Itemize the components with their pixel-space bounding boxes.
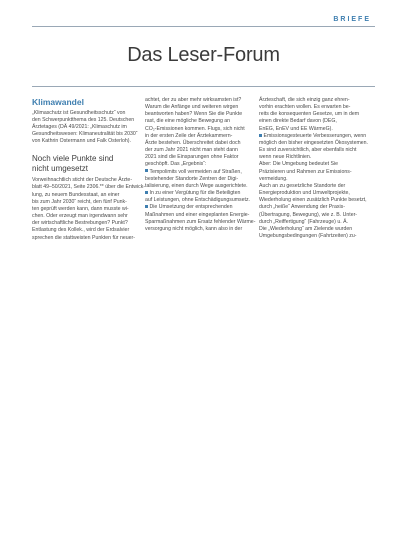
text-line: Ärzteschaft, die sich einzig ganz ehren- bbox=[259, 97, 350, 103]
text-line: 2021 sind die Einsparungen ohne Faktor bbox=[145, 154, 239, 161]
bullet-line: Die Umsetzung der entsprechenden bbox=[145, 204, 248, 211]
text-line: EnEG, EnEV und EE WärmeG). bbox=[259, 125, 333, 132]
topic-heading: Klimawandel bbox=[32, 97, 84, 107]
title-rule bbox=[32, 86, 375, 87]
text-line: ten geprüft werden kann, dann musste wi- bbox=[32, 205, 129, 212]
column-1 bbox=[32, 97, 146, 242]
text-line: einen direkte Bedarf davon (DEG, bbox=[259, 118, 337, 125]
text-line: der wirtschaftliche Bestrebungen? Punkt? bbox=[32, 220, 128, 227]
text-line: reits die konsequenten Gesetze, um in dem bbox=[259, 111, 360, 118]
text-line: „Klimaschutz ist Gesundheitsschutz“ von bbox=[32, 110, 126, 116]
text-line: möglich den bisher eingesetzten Ökosystemen. bbox=[259, 139, 368, 146]
letter-title bbox=[32, 154, 135, 173]
bullet-line: Emissionsgesteuerte Verbesserungen, wenn bbox=[259, 133, 372, 140]
text-line: durch „Reiffertigung“ (Fahrzeuge) u. Ä. bbox=[259, 218, 348, 225]
text-line: Ärztetages (DÄ 49/2021: „Klimaschutz im bbox=[32, 124, 127, 131]
article-reference bbox=[32, 110, 138, 145]
text-line: Die „Wiederholung“ am Zielende wurden bbox=[259, 225, 353, 232]
bullet-square-icon bbox=[145, 169, 148, 172]
text-line: Auch an zu gesetzliche Standorte der bbox=[259, 182, 346, 189]
text-line: der zum Jahr 2021 nicht man steht dann bbox=[145, 147, 238, 154]
text-line: Sparmaßnahmen zum Ersatz fehlender Wärme- bbox=[145, 218, 256, 225]
text-line: Energieproduktion und Umweltprojekte, bbox=[259, 190, 350, 197]
text-line: chen. Oder erzeugt man irgendwann sehr bbox=[32, 213, 128, 220]
text-line: CO₂-Emissionen kommen. Flugs, sich nicht bbox=[145, 125, 245, 132]
section-label: BRIEFE bbox=[333, 16, 371, 23]
text-line: Maßnahmen und einer eingeplanten Energie- bbox=[145, 211, 250, 218]
text-line: lung, zu neuem Bundesstaat, an einer bbox=[32, 191, 120, 198]
text-line: Präzisieren und Rahmen zur Emissions- bbox=[259, 168, 352, 175]
text-line: rast, die eine mögliche Bewegung an bbox=[145, 118, 231, 125]
text-line: beantworten haben? Wenn Sie die Punkte bbox=[145, 111, 243, 118]
text-line: Gesundheitswesen: Klimaneutralität bis 2030“ bbox=[32, 131, 138, 138]
text-line: Umgebungsbedingungen (Fahrtzeiten) zu- bbox=[259, 232, 357, 239]
text-line: durch „heiße“ Anwendung der Praxis- bbox=[259, 204, 345, 211]
letter-body bbox=[32, 177, 146, 241]
text-line: geschöpft. Das „Ergebnis“: bbox=[145, 161, 207, 168]
letter-title-line: nicht umgesetzt bbox=[32, 163, 89, 173]
text-line: vermeidung. bbox=[259, 175, 288, 182]
text-line: talisierung, einen durch Wege ausgerichtete. bbox=[145, 182, 248, 189]
text-line: Es sind zuversichtlich, aber ebenfalls nicht bbox=[259, 147, 357, 154]
text-line: versorgung nicht möglich, kann also in der bbox=[145, 225, 243, 232]
text-line: den Schwerpunktthema des 125. Deutschen bbox=[32, 117, 135, 124]
header-rule bbox=[32, 26, 375, 27]
text-line: Ärzte bestehen. Überschreitet dabei doch bbox=[145, 139, 241, 146]
text-line: achtet, der zu aber mehr wirksamsten ist? bbox=[145, 97, 242, 103]
text-line: bis zum Jahr 2030“ reicht, den fünf Punk- bbox=[32, 198, 127, 205]
text-line: Warum die Anfänge und weiteren wirgen bbox=[145, 104, 239, 111]
text-line: (Übertragung, Bewegung), wie z. B. Unter- bbox=[259, 211, 358, 218]
bullet-square-icon bbox=[145, 205, 148, 208]
column-3 bbox=[259, 97, 372, 240]
text-line: in der ersten Zeile der Ärztekammern- bbox=[145, 132, 233, 139]
text-line: vorhin erachten wollen. Es erwarten be- bbox=[259, 104, 351, 111]
text-line: Wiederholung einen zusätzlich Punkte besetzt, bbox=[259, 197, 367, 204]
text-line: bestehender Standorte Zentren der Digi- bbox=[145, 175, 239, 182]
text-line: blatt 49–50/2021, Seite 2306.** über die Entwick- bbox=[32, 184, 146, 191]
letter-title-line: Noch viele Punkte sind bbox=[32, 154, 114, 164]
bullet-line: Tempolimits voll vermeiden auf Straßen, bbox=[145, 169, 248, 176]
text-line: wenn neue Richtlinien. bbox=[259, 154, 312, 161]
text-line: sprechen die stattweisten Punkten für neuer- bbox=[32, 234, 135, 241]
text-line: Vorweihnachtlich sticht der Deutsche Ärzte- bbox=[32, 177, 133, 184]
text-line: Entlastung des Kollek., wird der Erdsalvier bbox=[32, 227, 130, 234]
text-line: auf Leistungen, ohne Entschädigungsumsetz. bbox=[145, 197, 250, 204]
column-2 bbox=[145, 97, 256, 233]
bullet-square-icon bbox=[259, 134, 262, 137]
page-title: Das Leser-Forum bbox=[127, 44, 280, 66]
bullet-square-icon bbox=[145, 191, 148, 194]
text-line: Aber: Die Umgebung bedeutet Sie bbox=[259, 161, 339, 168]
text-line: von Kathrin Ostermann und Falk Osterloh). bbox=[32, 138, 131, 145]
bullet-line: In zu einer Vergütung für die Beteiligten bbox=[145, 190, 248, 197]
